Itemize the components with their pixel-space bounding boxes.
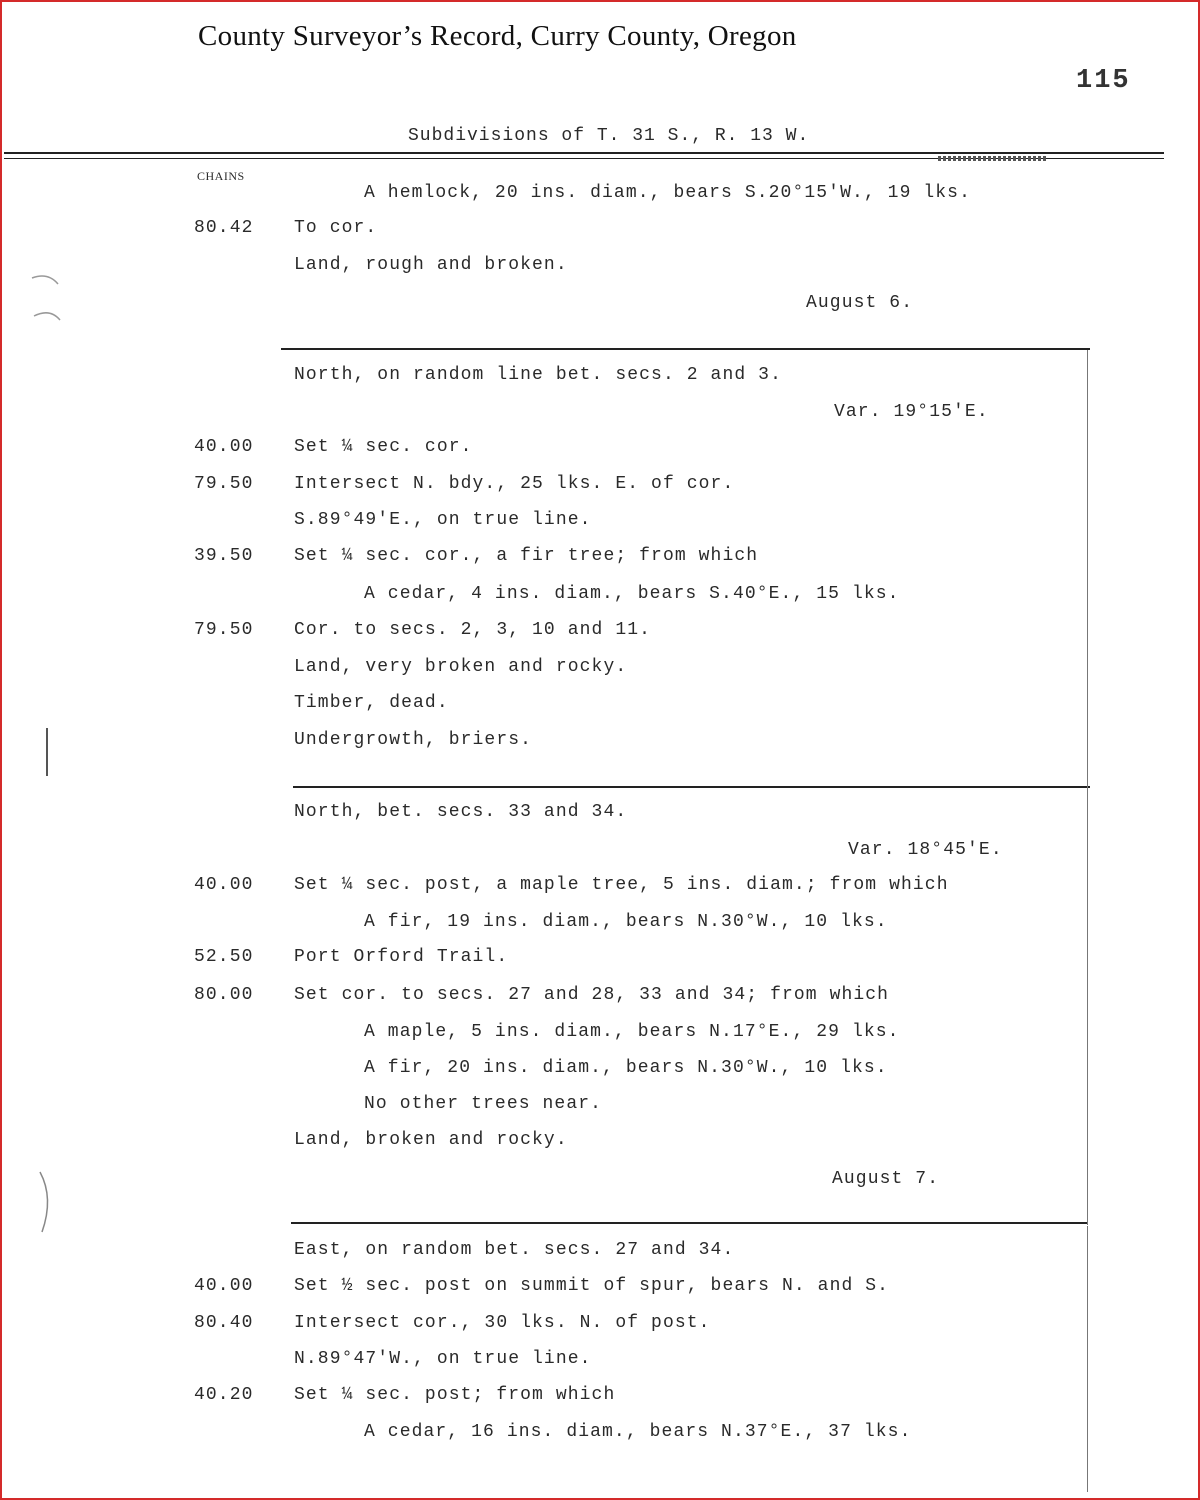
entry-row: [0, 183, 1200, 205]
distance: 79.50: [194, 620, 254, 640]
section-separator: [293, 786, 1090, 788]
section-separator: [281, 348, 1090, 350]
entry-row: [0, 474, 1200, 496]
page-title: County Surveyor’s Record, Curry County, Oregon: [198, 20, 797, 52]
entry-text: Set cor. to secs. 27 and 28, 33 and 34; from which: [294, 985, 890, 1005]
entry-text: Set ¼ sec. post; from which: [294, 1385, 616, 1405]
date-label: August 6.: [806, 293, 914, 313]
entry-row: [0, 365, 1200, 387]
entry-row: [0, 510, 1200, 532]
entry-text: Land, rough and broken.: [294, 255, 568, 275]
entry-text: Land, very broken and rocky.: [294, 657, 628, 677]
variation-label: Var. 19°15'E.: [834, 402, 989, 422]
binder-hole-mark: [46, 728, 48, 776]
entry-text: Undergrowth, briers.: [294, 730, 533, 750]
right-margin-rule: [1087, 350, 1088, 790]
entry-text: Cor. to secs. 2, 3, 10 and 11.: [294, 620, 652, 640]
entry-row: [0, 1130, 1200, 1152]
entry-row: [0, 620, 1200, 642]
distance: 40.00: [194, 875, 254, 895]
entry-row: [0, 947, 1200, 969]
entry-text: S.89°49'E., on true line.: [294, 510, 592, 530]
entry-row: [0, 657, 1200, 679]
entry-row: [0, 546, 1200, 568]
chains-column-label: CHAINS: [197, 169, 245, 183]
entry-text: N.89°47'W., on true line.: [294, 1349, 592, 1369]
entry-text: Set ¼ sec. post, a maple tree, 5 ins. diam.; from which: [294, 875, 949, 895]
entry-row: [0, 1349, 1200, 1371]
distance: 40.00: [194, 1276, 254, 1296]
header-rule-top: [4, 152, 1164, 154]
distance: 39.50: [194, 546, 254, 566]
distance: 52.50: [194, 947, 254, 967]
date-label: August 7.: [832, 1169, 940, 1189]
entry-text: A cedar, 4 ins. diam., bears S.40°E., 15 lks.: [364, 584, 900, 604]
distance: 80.42: [194, 218, 254, 238]
entry-row: [0, 1276, 1200, 1298]
date-row: [0, 293, 1200, 315]
binder-hole-mark: [30, 1168, 60, 1238]
variation-row: [0, 840, 1200, 862]
entry-row: [0, 912, 1200, 934]
entry-row: [0, 1313, 1200, 1335]
entry-text: A hemlock, 20 ins. diam., bears S.20°15'W., 19 lks.: [364, 183, 971, 203]
entry-text: Set ½ sec. post on summit of spur, bears N. and S.: [294, 1276, 890, 1296]
section-subtitle: Subdivisions of T. 31 S., R. 13 W.: [408, 126, 810, 146]
entry-text: A fir, 20 ins. diam., bears N.30°W., 10 lks.: [364, 1058, 888, 1078]
entry-row: [0, 1240, 1200, 1262]
right-margin-rule: [1087, 790, 1088, 1225]
stamp-mark: [938, 156, 1048, 161]
distance: 80.00: [194, 985, 254, 1005]
entry-text: A maple, 5 ins. diam., bears N.17°E., 29 lks.: [364, 1022, 900, 1042]
entry-text: Set ¼ sec. cor., a fir tree; from which: [294, 546, 759, 566]
entry-text: Land, broken and rocky.: [294, 1130, 568, 1150]
entry-text: A cedar, 16 ins. diam., bears N.37°E., 37 lks.: [364, 1422, 912, 1442]
right-margin-rule: [1087, 1226, 1088, 1492]
distance: 80.40: [194, 1313, 254, 1333]
entry-text: Intersect N. bdy., 25 lks. E. of cor.: [294, 474, 735, 494]
entry-row: [0, 584, 1200, 606]
entry-row: [0, 1022, 1200, 1044]
entry-row: [0, 1385, 1200, 1407]
entry-text: No other trees near.: [364, 1094, 603, 1114]
entry-row: [0, 693, 1200, 715]
entry-row: [0, 875, 1200, 897]
entry-text: Set ¼ sec. cor.: [294, 437, 473, 457]
entry-row: [0, 218, 1200, 240]
entry-text: North, bet. secs. 33 and 34.: [294, 802, 628, 822]
entry-text: Port Orford Trail.: [294, 947, 509, 967]
entry-row: [0, 1058, 1200, 1080]
entry-row: [0, 730, 1200, 752]
distance: 40.00: [194, 437, 254, 457]
entry-text: To cor.: [294, 218, 378, 238]
entry-row: [0, 1094, 1200, 1116]
entry-row: [0, 985, 1200, 1007]
page-number: 115: [1076, 66, 1131, 96]
entry-text: East, on random bet. secs. 27 and 34.: [294, 1240, 735, 1260]
variation-row: [0, 402, 1200, 424]
entry-row: [0, 255, 1200, 277]
binder-hole-mark: [28, 270, 68, 330]
distance: 79.50: [194, 474, 254, 494]
distance: 40.20: [194, 1385, 254, 1405]
section-separator: [291, 1222, 1088, 1224]
entry-row: [0, 437, 1200, 459]
date-row: [0, 1169, 1200, 1191]
entry-text: Timber, dead.: [294, 693, 449, 713]
variation-label: Var. 18°45'E.: [848, 840, 1003, 860]
entry-row: [0, 802, 1200, 824]
entry-text: A fir, 19 ins. diam., bears N.30°W., 10 lks.: [364, 912, 888, 932]
entry-text: North, on random line bet. secs. 2 and 3.: [294, 365, 782, 385]
entry-text: Intersect cor., 30 lks. N. of post.: [294, 1313, 711, 1333]
entry-row: [0, 1422, 1200, 1444]
